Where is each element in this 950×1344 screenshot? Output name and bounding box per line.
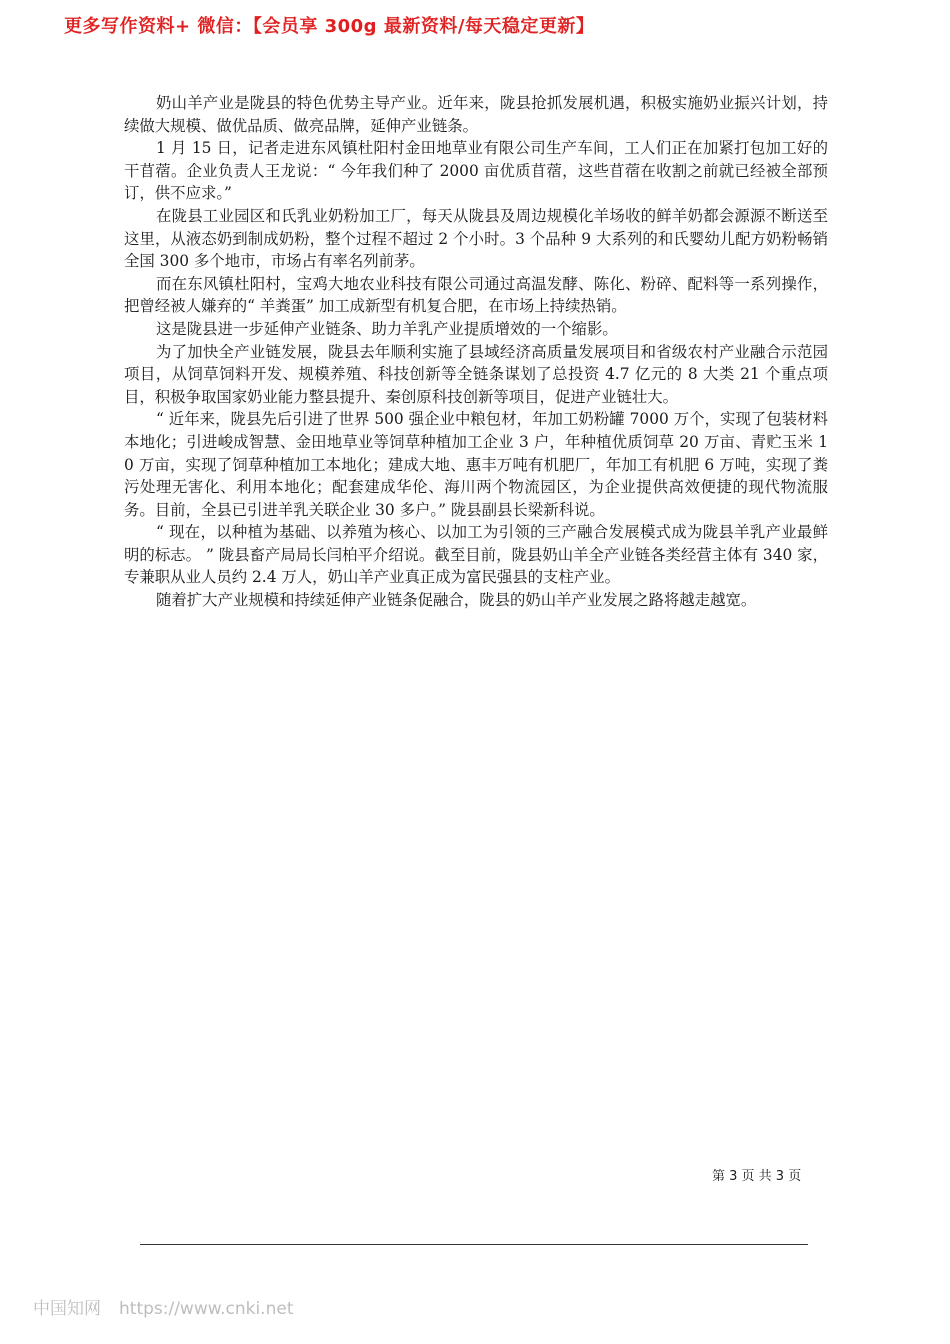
article-paragraph: 随着扩大产业规模和持续延伸产业链条促融合，陇县的奶山羊产业发展之路将越走越宽。 — [156, 591, 757, 610]
article-body — [124, 92, 828, 612]
article-paragraph: 在陇县工业园区和氏乳业奶粉加工厂，每天从陇县及周边规模化羊场收的鲜羊奶都会源源不断送至这里，从液态奶到制成奶粉，整个过程不超过 2 个小时。3 个品种 9 大系列的和氏婴幼儿配方奶粉畅销全国 300 多个地市，市场占有率名列前茅。 — [124, 206, 828, 271]
watermark-brand: 中国知网 — [33, 1299, 101, 1319]
watermark-url: https://www.cnki.net — [119, 1299, 294, 1319]
article-paragraph: “ 近年来，陇县先后引进了世界 500 强企业中粮包材，年加工奶粉罐 7000 万个，实现了包装材料本地化；引进峻成智慧、金田地草业等饲草种植加工企业 3 户，年种植优质饲草 20 万亩、青贮玉米 10 万亩，实现了饲草种植加工本地化；建成大地、惠丰万吨有机肥厂，年加工有机肥 6 万吨，实现了粪污处理无害化、利用本地化；配套建成华伦、海川两个物流园区，为企业提供高效便捷的现代物流服务。目前，全县已引进羊乳关联企业 30 多户。” 陇县副县长梁新科说。 — [124, 410, 828, 519]
article-paragraph: 为了加快全产业链发展，陇县去年顺利实施了县域经济高质量发展项目和省级农村产业融合示范园项目，从饲草饲料开发、规模养殖、科技创新等全链条谋划了总投资 4.7 亿元的 8 大类 21 个重点项目，积极争取国家奶业能力整县提升、秦创原科技创新等项目，促进产业链壮大。 — [124, 342, 828, 406]
article-paragraph: “ 现在，以种植为基础、以养殖为核心、以加工为引领的三产融合发展模式成为陇县羊乳产业最鲜明的标志。 ” 陇县畜产局局长闫柏平介绍说。截至目前，陇县奶山羊全产业链各类经营主体有 340 家，专兼职从业人员约 2.4 万人，奶山羊产业真正成为富民强县的支柱产业。 — [124, 523, 828, 587]
footer-divider — [140, 1244, 808, 1245]
article-paragraph: 奶山羊产业是陇县的特色优势主导产业。近年来，陇县抢抓发展机遇，积极实施奶业振兴计划，持续做大规模、做优品质、做亮品牌，延伸产业链条。 — [124, 94, 828, 135]
promo-banner: 更多写作资料+ 微信：【会员享 300g 最新资料/每天稳定更新】 — [64, 16, 595, 37]
article-paragraph: 1 月 15 日，记者走进东风镇杜阳村金田地草业有限公司生产车间，工人们正在加紧打包加工好的干苜蓿。企业负责人王龙说：“ 今年我们种了 2000 亩优质苜蓿，这些苜蓿在收割之前就已经被全部预订，供不应求。” — [124, 139, 828, 203]
page-number: 第 3 页 共 3 页 — [712, 1169, 802, 1184]
article-paragraph: 而在东风镇杜阳村，宝鸡大地农业科技有限公司通过高温发酵、陈化、粉碎、配料等一系列操作，把曾经被人嫌弃的“ 羊粪蛋” 加工成新型有机复合肥，在市场上持续热销。 — [124, 274, 828, 316]
article-paragraph: 这是陇县进一步延伸产业链条、助力羊乳产业提质增效的一个缩影。 — [156, 319, 618, 338]
source-watermark — [33, 1294, 293, 1319]
